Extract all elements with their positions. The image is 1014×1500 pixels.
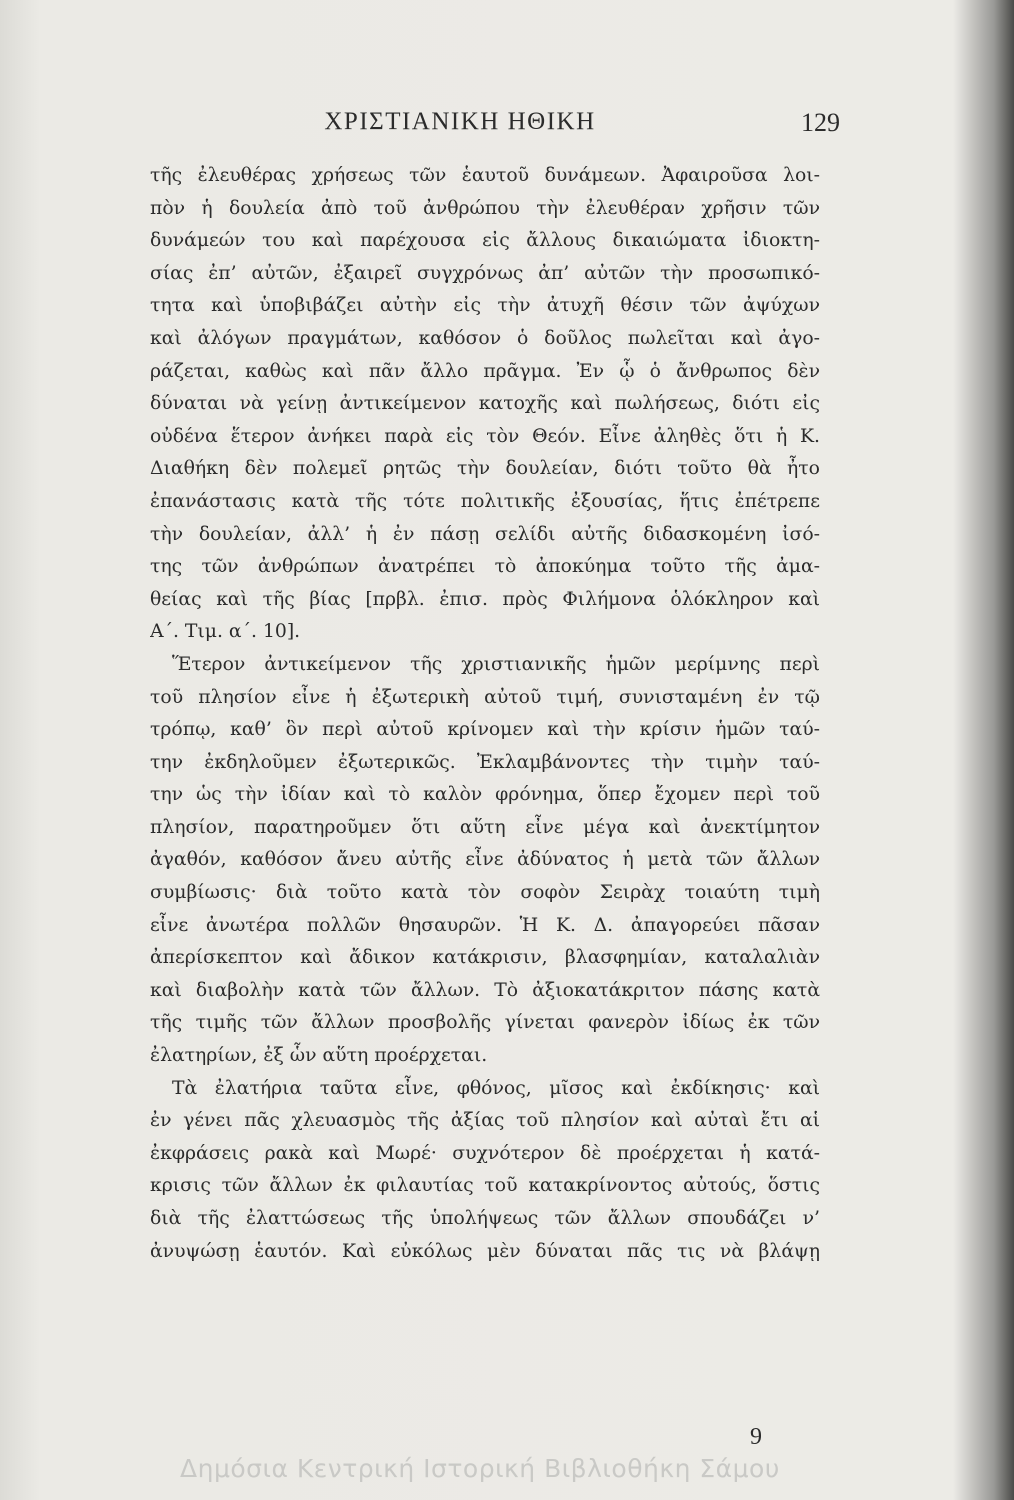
paragraph-first-line: Τὰ ἐλατήρια ταῦτα εἶνε, φθόνος, μῖσος καὶ ἐκδίκησις· καὶ [172,1077,820,1099]
text-line: εἶνε ἀνωτέρα πολλῶν θησαυρῶν. Ἡ Κ. Δ. ἀπαγορεύει πᾶσαν [150,914,820,936]
text-line: την ὡς τὴν ἰδίαν καὶ τὸ καλὸν φρόνημα, ὅπερ ἔχομεν περὶ τοῦ [150,784,820,806]
text-line: την ἐκδηλοῦμεν ἐξωτερικῶς. Ἐκλαμβάνοντες τὴν τιμὴν ταύ- [150,751,820,773]
text-line: ἐλατηρίων, ἐξ ὧν αὕτη προέρχεται. [150,1045,488,1067]
text-line: τῆς ἐλευθέρας χρήσεως τῶν ἑαυτοῦ δυνάμεων. Ἀφαιροῦσα λοι- [150,165,820,186]
page-number: 129 [801,108,840,137]
text-line: ἀγαθόν, καθόσον ἄνευ αὐτῆς εἶνε ἀδύνατος ἡ μετὰ τῶν ἄλλων [150,849,820,871]
text-line: τοῦ πλησίον εἶνε ἡ ἐξωτερικὴ αὐτοῦ τιμή, συνισταμένη ἐν τῷ [150,686,820,708]
text-line: πὸν ἡ δουλεία ἀπὸ τοῦ ἀνθρώπου τὴν ἐλευθέραν χρῆσιν τῶν [150,197,820,219]
text-line: σίας ἐπ’ αὐτῶν, ἐξαιρεῖ συγχρόνως ἀπ’ αὐτῶν τὴν προσωπικό- [150,262,820,284]
text-line: τῆς τιμῆς τῶν ἄλλων προσβολῆς γίνεται φανερὸν ἰδίως ἐκ τῶν [150,1012,820,1034]
text-line: τρόπῳ, καθ’ ὃν περὶ αὐτοῦ κρίνομεν καὶ τὴν κρίσιν ἡμῶν ταύ- [150,719,820,741]
text-line: τητα καὶ ὑποβιβάζει αὐτὴν εἰς τὴν ἀτυχῆ θέσιν τῶν ἀψύχων [150,295,820,317]
text-line: δύναται νὰ γείνῃ ἀντικείμενον κατοχῆς καὶ πωλήσεως, διότι εἰς [150,393,820,415]
body-text [150,160,820,1268]
text-line: κρισις τῶν ἄλλων ἐκ φιλαυτίας τοῦ κατακρίνοντος αὐτούς, ὅστις [150,1175,820,1197]
text-line: ἀνυψώσῃ ἑαυτόν. Καὶ εὐκόλως μὲν δύναται πᾶς τις νὰ βλάψῃ [150,1240,820,1262]
text-line: θείας καὶ τῆς βίας [πρβλ. ἐπισ. πρὸς Φιλήμονα ὁλόκληρον καὶ [150,588,820,610]
text-line: Α΄. Τιμ. α΄. 10]. [150,621,301,643]
text-line: της τῶν ἀνθρώπων ἀνατρέπει τὸ ἀποκύημα τοῦτο τῆς ἀμα- [150,556,820,578]
text-line: οὐδένα ἕτερον ἀνήκει παρὰ εἰς τὸν Θεόν. Εἶνε ἀληθὲς ὅτι ἡ Κ. [150,425,820,447]
signature-mark: 9 [750,1424,762,1450]
text-line: τὴν δουλείαν, ἀλλ’ ἡ ἐν πάσῃ σελίδι αὐτῆς διδασκομένη ἰσό- [150,523,820,545]
text-line: ἐν γένει πᾶς χλευασμὸς τῆς ἀξίας τοῦ πλησίον καὶ αὐταὶ ἔτι αἱ [150,1110,820,1132]
paragraph-first-line: Ἕτερον ἀντικείμενον τῆς χριστιανικῆς ἡμῶν μερίμνης περὶ [172,653,820,675]
running-title: ΧΡΙΣΤΙΑΝΙΚΗ ΗΘΙΚΗ [324,108,596,135]
text-line: ράζεται, καθὼς καὶ πᾶν ἄλλο πρᾶγμα. Ἐν ᾧ ὁ ἄνθρωπος δὲν [150,360,820,382]
text-line: συμβίωσις· διὰ τοῦτο κατὰ τὸν σοφὸν Σειρὰχ τοιαύτη τιμὴ [150,882,820,904]
text-line: ἐπανάστασις κατὰ τῆς τότε πολιτικῆς ἐξουσίας, ἥτις ἐπέτρεπε [150,490,820,512]
text-line: ἐκφράσεις ρακὰ καὶ Μωρέ· συχνότερον δὲ προέρχεται ἡ κατά- [150,1142,820,1164]
text-line: ἀπερίσκεπτον καὶ ἄδικον κατάκρισιν, βλασφημίαν, καταλαλιὰν [150,947,820,969]
library-watermark: Δημόσια Κεντρική Ιστορική Βιβλιοθήκη Σάμου [180,1454,780,1483]
text-line: διὰ τῆς ἐλαττώσεως τῆς ὑπολήψεως τῶν ἄλλων σπουδάζει ν’ [150,1208,820,1229]
text-line: καὶ ἀλόγων πραγμάτων, καθόσον ὁ δοῦλος πωλεῖται καὶ ἀγο- [150,327,820,349]
running-head [150,108,850,148]
text-line: δυνάμεών του καὶ παρέχουσα εἰς ἄλλους δικαιώματα ἰδιοκτη- [150,230,820,252]
text-line: καὶ διαβολὴν κατὰ τῶν ἄλλων. Τὸ ἀξιοκατάκριτον πάσης κατὰ [150,979,820,1001]
text-line: πλησίον, παρατηροῦμεν ὅτι αὕτη εἶνε μέγα καὶ ἀνεκτίμητον [150,816,820,838]
text-line: Διαθήκη δὲν πολεμεῖ ρητῶς τὴν δουλείαν, διότι τοῦτο θὰ ἦτο [150,458,820,480]
